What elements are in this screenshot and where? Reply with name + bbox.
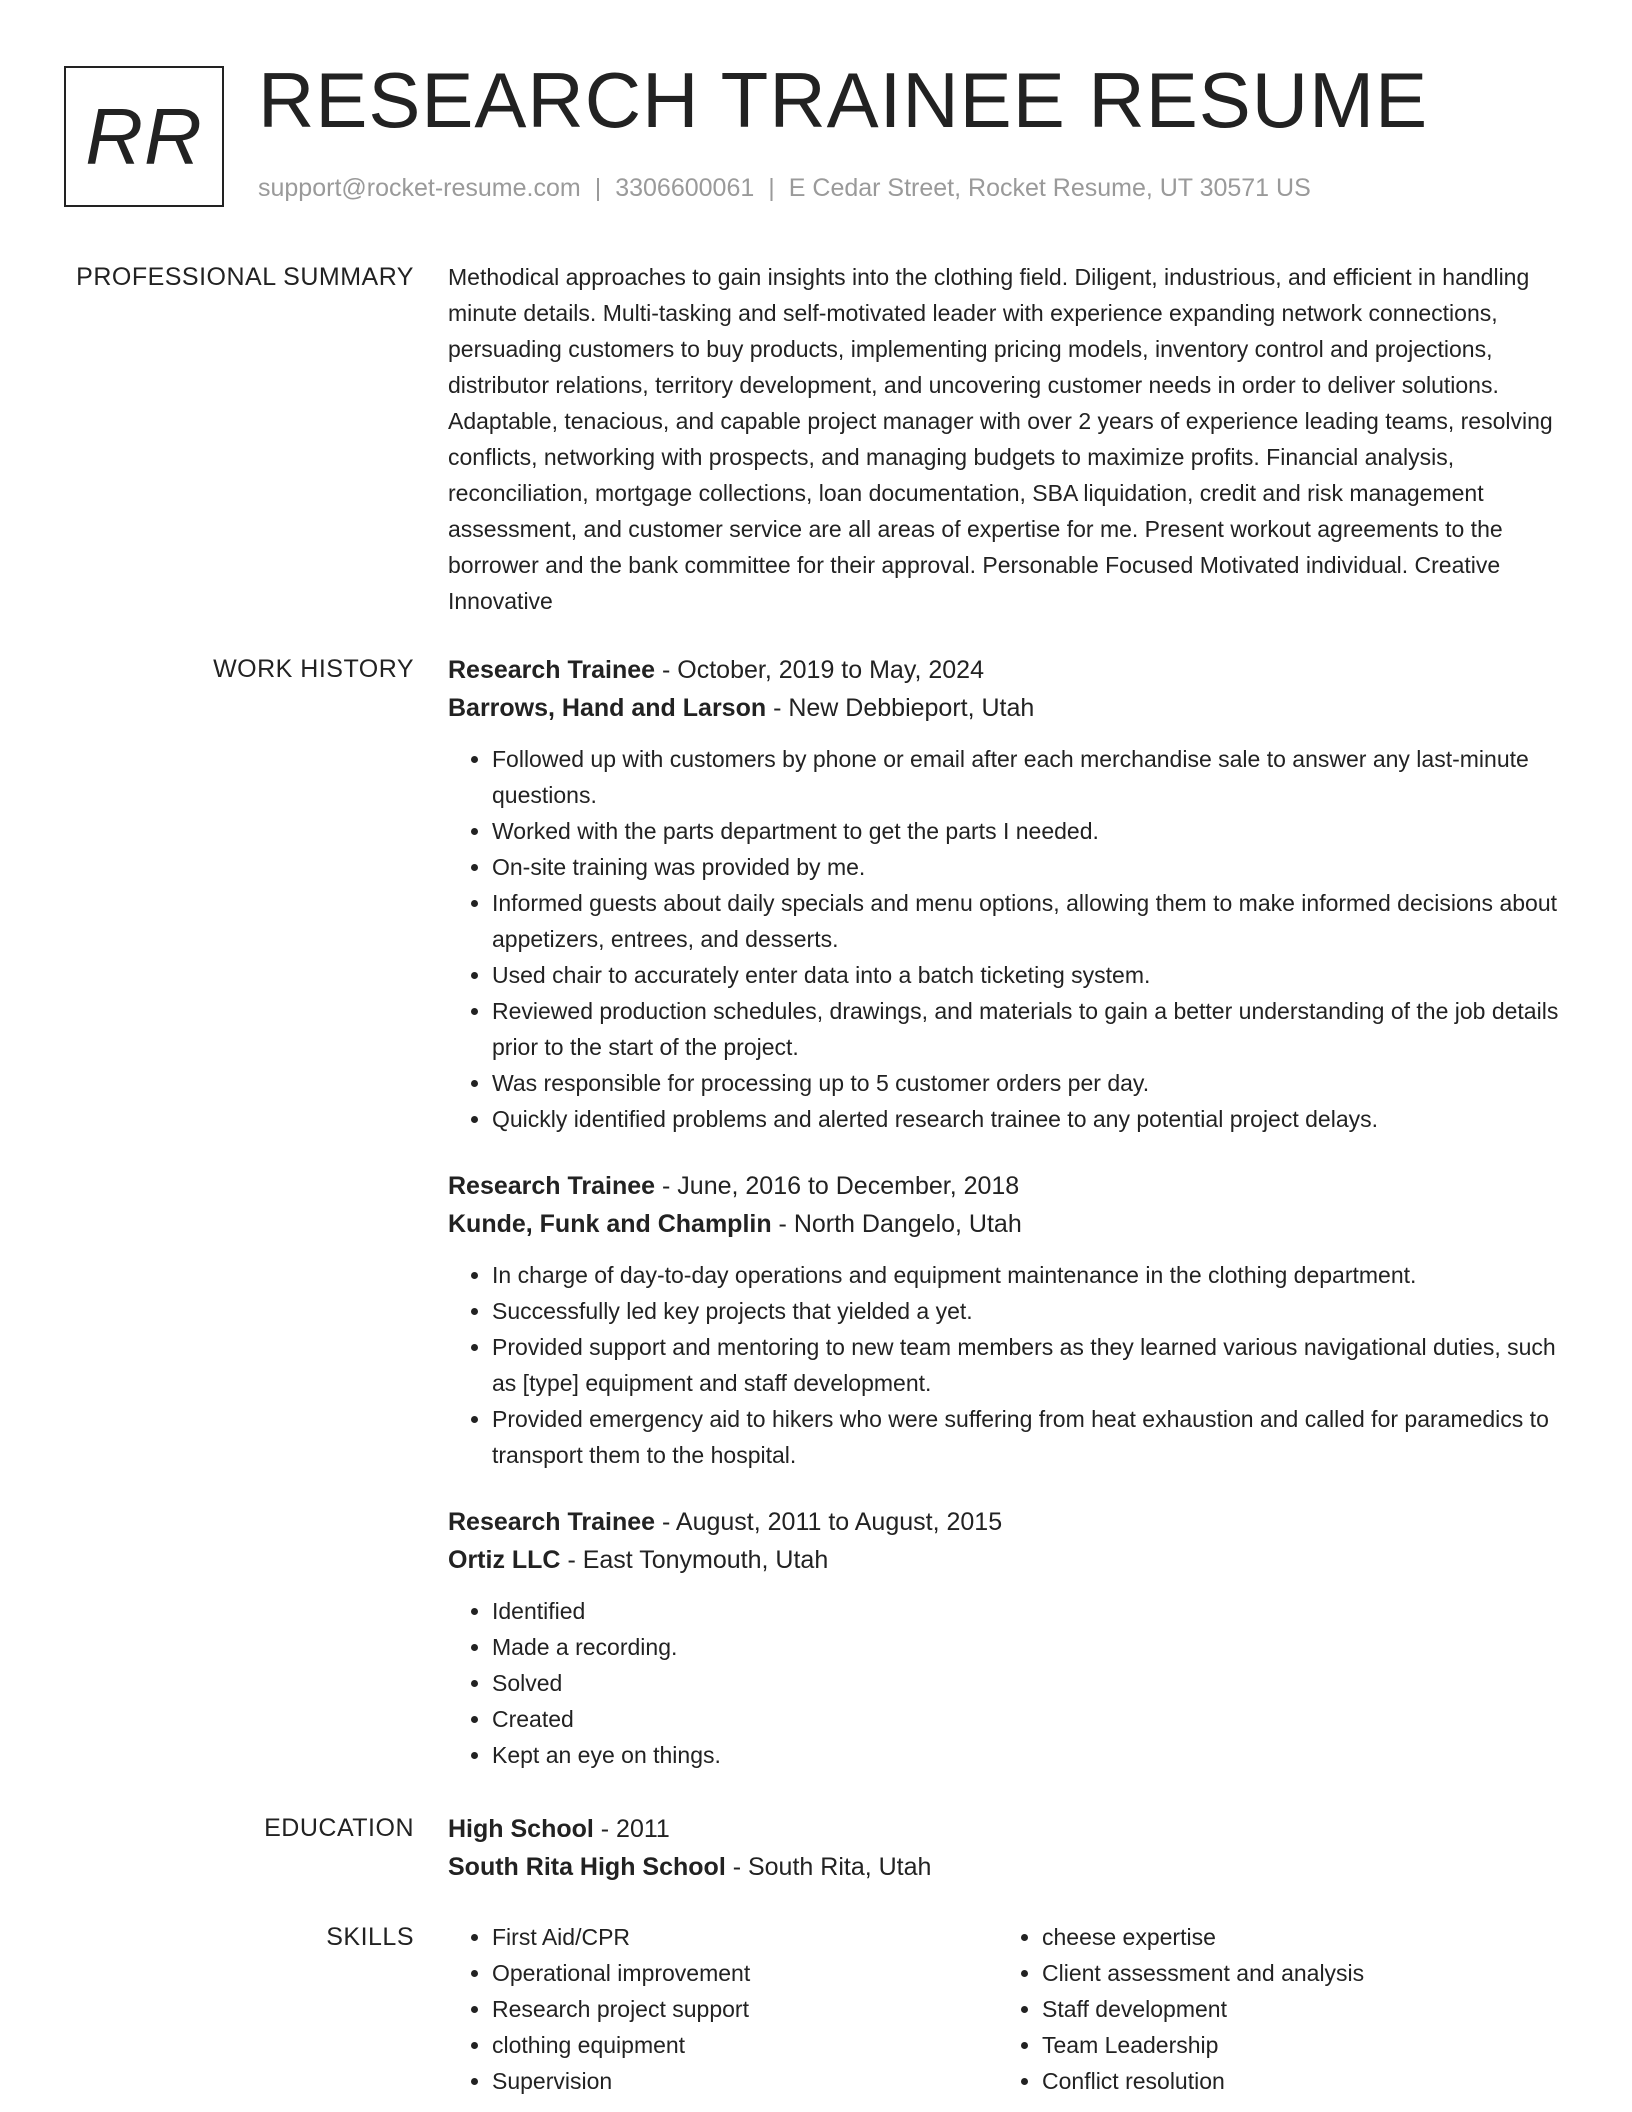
job-bullet: • Quickly identified problems and alerted research trainee to any potential project delays. xyxy=(492,1101,1568,1137)
job-bullet: • Identified xyxy=(492,1593,1568,1629)
contact-separator: | xyxy=(768,174,775,202)
contact-phone[interactable]: 3306600061 xyxy=(615,174,755,202)
skill-item: • Operational improvement xyxy=(492,1955,998,1991)
job-entry xyxy=(448,1503,1568,1773)
job-bullet: • On-site training was provided by me. xyxy=(492,849,1568,885)
job-bullet: • Provided support and mentoring to new team members as they learned various navigational duties, such as [type] equipment and staff development. xyxy=(492,1329,1568,1401)
job-dates: - August, 2011 to August, 2015 xyxy=(655,1508,1003,1536)
job-bullet: • Solved xyxy=(492,1665,1568,1701)
job-title: Research Trainee xyxy=(448,1172,656,1200)
job-location: - East Tonymouth, Utah xyxy=(560,1546,829,1574)
job-bullet: • Followed up with customers by phone or email after each merchandise sale to answer any last-minute questions. xyxy=(492,741,1568,813)
job-company: Ortiz LLC xyxy=(448,1546,561,1574)
skill-item: • clothing equipment xyxy=(492,2027,998,2063)
summary-text: Methodical approaches to gain insights into the clothing field. Diligent, industrious, and efficient in handling minute details. Multi-tasking and self-motivated leader with experience expanding network connections, persuading customers to buy products, implementing pricing models, inventory control and projections, distributor relations, territory development, and uncovering customer needs in order to deliver solutions. Adaptable, tenacious, and capable project manager with over 2 years of experience leading teams, resolving conflicts, networking with prospects, and managing budgets to maximize profits. Financial analysis, reconciliation, mortgage collections, loan documentation, SBA liquidation, credit and risk management assessment, and customer service are all areas of expertise for me. Present workout agreements to the borrower and the bank committee for their approval. Personable Focused Motivated individual. Creative Innovative xyxy=(448,264,1553,614)
job-bullet: • Was responsible for processing up to 5 customer orders per day. xyxy=(492,1065,1568,1101)
job-bullet: • Informed guests about daily specials and menu options, allowing them to make informed decisions about appetizers, entrees, and desserts. xyxy=(492,885,1568,957)
contact-line xyxy=(258,174,1311,203)
job-bullet: • Reviewed production schedules, drawings, and materials to gain a better understanding of the job details prior to the start of the project. xyxy=(492,993,1568,1065)
job-bullet: • Made a recording. xyxy=(492,1629,1568,1665)
job-dates: - October, 2019 to May, 2024 xyxy=(655,656,984,684)
skill-item: • Client assessment and analysis xyxy=(1042,1955,1548,1991)
job-bullet: • Created xyxy=(492,1701,1568,1737)
job-bullet: • Used chair to accurately enter data into a batch ticketing system. xyxy=(492,957,1568,993)
job-location: - North Dangelo, Utah xyxy=(771,1210,1022,1238)
job-bullet: • Successfully led key projects that yielded a yet. xyxy=(492,1293,1568,1329)
skill-item: • Conflict resolution xyxy=(1042,2063,1548,2099)
resume-title: RESEARCH TRAINEE RESUME xyxy=(258,56,1429,144)
work-history-body xyxy=(448,651,1568,1773)
job-bullets xyxy=(448,741,1568,1137)
job-entry xyxy=(448,651,1568,1137)
job-title: Research Trainee xyxy=(448,656,656,684)
skill-item: • Staff development xyxy=(1042,1991,1548,2027)
job-title-line xyxy=(448,1503,1568,1541)
summary-body xyxy=(448,259,1568,619)
education-degree: High School xyxy=(448,1815,594,1843)
contact-address: E Cedar Street, Rocket Resume, UT 30571 US xyxy=(788,174,1311,202)
skill-item: • Research project support xyxy=(492,1991,998,2027)
job-bullet: • Worked with the parts department to get the parts I needed. xyxy=(492,813,1568,849)
job-bullets xyxy=(448,1593,1568,1773)
job-title: Research Trainee xyxy=(448,1508,656,1536)
job-bullet: • In charge of day-to-day operations and equipment maintenance in the clothing department. xyxy=(492,1257,1568,1293)
skills-body xyxy=(448,1919,1568,2099)
job-bullet: • Kept an eye on things. xyxy=(492,1737,1568,1773)
contact-separator: | xyxy=(594,174,602,202)
skills-list xyxy=(998,1919,1548,2099)
section-heading-work-history: WORK HISTORY xyxy=(213,655,414,683)
job-company: Kunde, Funk and Champlin xyxy=(448,1210,772,1238)
education-school-line xyxy=(448,1848,1568,1886)
education-degree-line xyxy=(448,1810,1568,1848)
job-entry xyxy=(448,1167,1568,1473)
job-location: - New Debbieport, Utah xyxy=(766,694,1035,722)
monogram-logo: RR xyxy=(64,66,224,207)
section-heading-skills: SKILLS xyxy=(326,1923,414,1951)
job-company: Barrows, Hand and Larson xyxy=(448,694,767,722)
skills-column-right xyxy=(998,1919,1548,2099)
skills-list xyxy=(448,1919,998,2099)
job-bullets xyxy=(448,1257,1568,1473)
job-bullet: • Provided emergency aid to hikers who were suffering from heat exhaustion and called for paramedics to transport them to the hospital. xyxy=(492,1401,1568,1473)
job-title-line xyxy=(448,651,1568,689)
skills-columns xyxy=(448,1919,1568,2099)
job-company-line xyxy=(448,1541,1568,1579)
section-heading-summary: PROFESSIONAL SUMMARY xyxy=(76,263,414,291)
skills-column-left xyxy=(448,1919,998,2099)
education-year: - 2011 xyxy=(593,1815,670,1843)
job-dates: - June, 2016 to December, 2018 xyxy=(655,1172,1020,1200)
skill-item: • cheese expertise xyxy=(1042,1919,1548,1955)
section-heading-education: EDUCATION xyxy=(264,1814,414,1842)
contact-email[interactable]: support@rocket-resume.com xyxy=(258,174,581,202)
job-company-line xyxy=(448,689,1568,727)
skill-item: • Supervision xyxy=(492,2063,998,2099)
education-school: South Rita High School xyxy=(448,1853,726,1881)
job-company-line xyxy=(448,1205,1568,1243)
education-body xyxy=(448,1810,1568,1886)
education-location: - South Rita, Utah xyxy=(725,1853,932,1881)
job-title-line xyxy=(448,1167,1568,1205)
skill-item: • First Aid/CPR xyxy=(492,1919,998,1955)
skill-item: • Team Leadership xyxy=(1042,2027,1548,2063)
